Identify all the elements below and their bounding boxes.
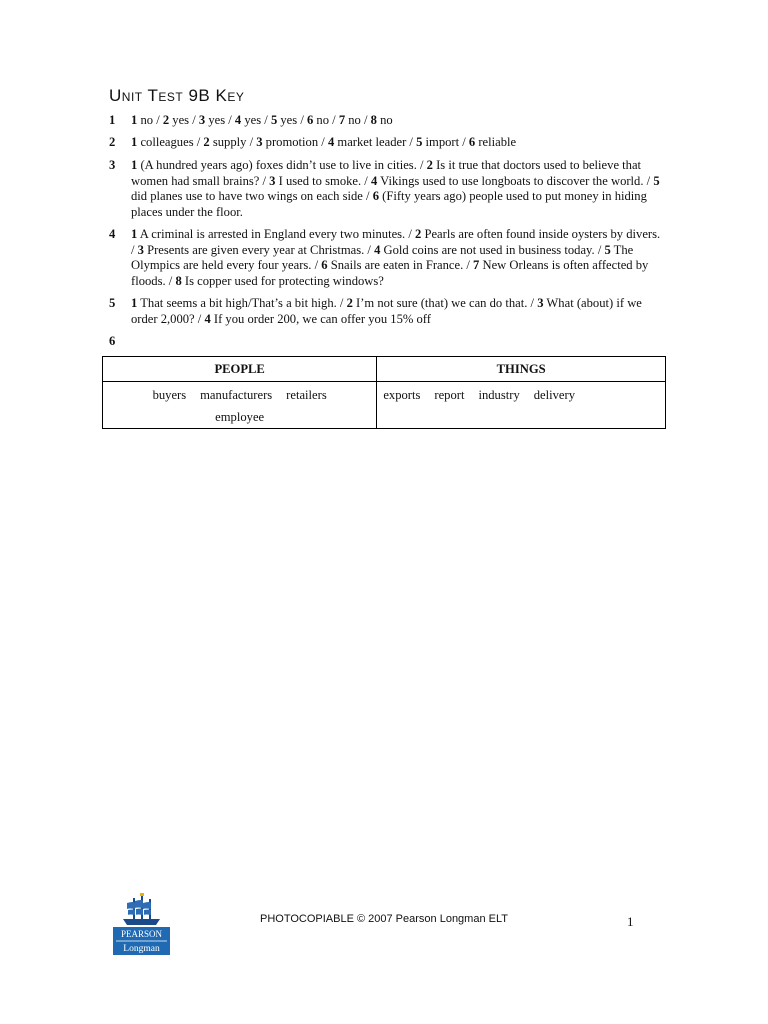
answer-number: 5: [270, 113, 278, 127]
answer-number: 2: [426, 158, 433, 172]
question-number: 3: [109, 158, 116, 172]
things-header: THINGS: [377, 357, 666, 382]
page-title: Unit Test 9B Key: [109, 86, 245, 105]
answer-number: 5: [653, 173, 660, 188]
answer-value: no: [376, 113, 393, 127]
answer-value: reliable: [475, 135, 517, 149]
people-cell: [103, 382, 377, 429]
answer-value: (A hundred years ago) foxes didn’t use to live in cities. /: [137, 158, 427, 172]
answer-value: If you order 200, we can offer you 15% off: [210, 311, 431, 326]
answer-value: yes /: [241, 113, 271, 127]
answer-number: 3: [198, 113, 206, 127]
answer-number: 1: [131, 227, 138, 241]
answer-value: yes /: [169, 113, 199, 127]
word-item: manufacturers: [200, 388, 273, 402]
answer-number: 7: [338, 113, 346, 127]
answer-number: 3: [256, 135, 263, 149]
question-number: 6: [109, 334, 116, 348]
answer-number: 2: [203, 135, 210, 149]
word-item: exports: [383, 388, 421, 402]
answer-value: Pearls are often found inside oysters by divers. /: [131, 227, 661, 257]
answer-value: New Orleans is often affected by floods. /: [131, 258, 649, 288]
answer-number: 2: [346, 296, 353, 310]
answer-value: Presents are given every year at Christmas. /: [143, 242, 375, 257]
answer-value: market leader /: [334, 135, 417, 149]
answer-number: 7: [473, 258, 480, 273]
answer-text: [131, 135, 666, 151]
answer-number: 4: [374, 242, 381, 257]
answer-number: 5: [416, 135, 423, 149]
answer-value: yes /: [205, 113, 235, 127]
answer-number: 4: [204, 311, 211, 326]
question-number: 4: [109, 227, 116, 241]
answer-value: I used to smoke. /: [275, 173, 371, 188]
question-4: [109, 227, 666, 289]
answer-value: Gold coins are not used in business today. /: [380, 242, 605, 257]
page-number: 1: [627, 914, 634, 929]
word-item: employee: [215, 410, 265, 424]
answer-value: Vikings used to use longboats to discover the world. /: [377, 173, 654, 188]
question-2: [109, 135, 666, 151]
answer-value: Is copper used for protecting windows?: [181, 273, 384, 288]
answer-value: supply /: [209, 135, 257, 149]
question-3: [109, 158, 666, 220]
answer-value: Snails are eaten in France. /: [327, 258, 474, 273]
answer-value: A criminal is arrested in England every two minutes. /: [137, 227, 415, 241]
answer-value: no /: [345, 113, 371, 127]
answer-value: promotion /: [262, 135, 328, 149]
answer-value: no /: [313, 113, 339, 127]
answer-value: I’m not sure (that) we can do that. /: [352, 296, 538, 310]
answer-number: 6: [372, 189, 379, 204]
pearson-longman-logo: [113, 893, 170, 955]
word-item: industry: [478, 388, 520, 402]
footer-copyright: PHOTOCOPIABLE © 2007 Pearson Longman ELT: [260, 913, 508, 925]
answer-text: [131, 227, 666, 289]
answer-text: [131, 158, 666, 220]
logo-top-text: PEARSON: [120, 929, 163, 939]
answer-number: 2: [415, 227, 422, 241]
answer-number: 4: [327, 135, 335, 149]
answer-value: What (about) if we order 2,000? /: [131, 296, 642, 326]
question-1: [109, 113, 666, 129]
answer-number: 6: [468, 135, 476, 149]
answer-number: 5: [604, 242, 611, 257]
answer-number: 4: [234, 113, 242, 127]
answer-number: 1: [131, 135, 138, 149]
answer-text: [131, 296, 666, 327]
things-cell: [377, 382, 666, 429]
answer-value: import /: [422, 135, 469, 149]
question-number: 1: [109, 113, 116, 127]
vocabulary-table: [102, 356, 666, 429]
word-item: delivery: [533, 388, 576, 402]
answer-text: [131, 113, 666, 129]
question-number: 2: [109, 135, 116, 149]
answer-number: 1: [131, 113, 138, 127]
answer-number: 3: [269, 173, 276, 188]
answer-value: Is it true that doctors used to believe that women had small brains? /: [131, 158, 642, 188]
answer-number: 3: [537, 296, 544, 310]
answer-value: The Olympics are held every four years. /: [131, 242, 634, 273]
answer-value: yes /: [277, 113, 307, 127]
answer-value: did planes use to have two wings on each side /: [131, 189, 373, 204]
answer-value: (Fifty years ago) people used to put money in hiding places under the floor.: [131, 189, 647, 219]
answer-value: colleagues /: [137, 135, 204, 149]
answer-number: 1: [131, 158, 138, 172]
question-5: [109, 296, 666, 327]
word-item: report: [434, 388, 465, 402]
answer-number: 8: [370, 113, 377, 127]
answer-number: 1: [131, 296, 138, 310]
answer-number: 8: [175, 273, 182, 288]
answer-number: 4: [370, 173, 378, 188]
answer-value: no /: [137, 113, 163, 127]
logo-bottom-text: Longman: [123, 944, 160, 954]
answer-value: That seems a bit high/That’s a bit high. /: [137, 296, 347, 310]
people-header: PEOPLE: [103, 357, 377, 382]
answer-number: 2: [162, 113, 170, 127]
answer-number: 6: [306, 113, 314, 127]
answer-number: 6: [321, 258, 328, 273]
question-number: 5: [109, 296, 116, 310]
word-item: buyers: [152, 388, 187, 402]
word-item: retailers: [286, 388, 327, 402]
answer-number: 3: [137, 242, 144, 257]
